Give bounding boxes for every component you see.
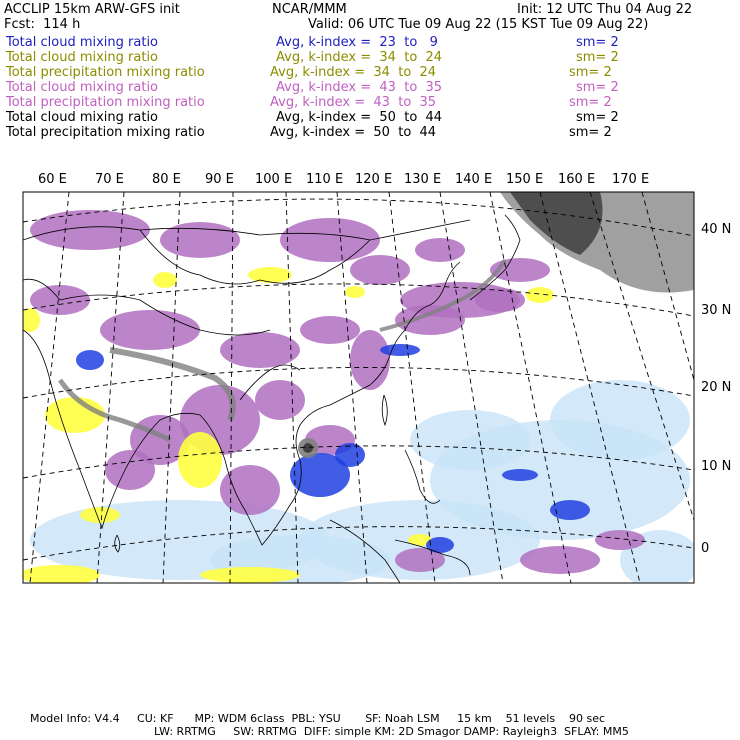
legend-row-sm: sm= 2	[569, 95, 612, 110]
legend-row-name: Total cloud mixing ratio	[6, 50, 159, 65]
legend-row-avg: Avg, k-index = 23 to 9	[276, 35, 438, 50]
legend-row-name: Total cloud mixing ratio	[6, 35, 159, 50]
legend-row-name: Total cloud mixing ratio	[6, 80, 159, 95]
cloud-region-purple	[160, 222, 240, 258]
precip-region-blue	[76, 350, 104, 370]
longitude-label: 70 E	[95, 172, 124, 187]
legend-row-name: Total precipitation mixing ratio	[6, 95, 205, 110]
cloud-region-yellow	[153, 272, 177, 288]
longitude-label: 140 E	[455, 172, 493, 187]
longitude-label: 170 E	[612, 172, 650, 187]
legend-row-sm: sm= 2	[576, 35, 619, 50]
latitude-label: 0	[701, 541, 710, 556]
cloud-region-yellow	[248, 267, 292, 283]
cloud-region-purple	[30, 210, 150, 250]
longitude-label: 80 E	[152, 172, 181, 187]
cloud-region-purple	[415, 238, 465, 262]
latitude-label: 20 N	[701, 380, 732, 395]
precip-region-blue	[380, 344, 420, 356]
legend-row-sm: sm= 2	[576, 50, 619, 65]
latitude-label: 10 N	[701, 459, 732, 474]
light-cloud-region	[410, 410, 530, 470]
cloud-region-purple	[350, 255, 410, 285]
precip-region-blue	[502, 469, 538, 481]
longitude-label: 120 E	[355, 172, 393, 187]
cloud-region-yellow	[200, 567, 300, 583]
longitude-label: 130 E	[404, 172, 442, 187]
model-info-line-1: Model Info: V4.4 CU: KF MP: WDM 6class PBL: YSU SF: Noah LSM 15 km 51 levels 90 sec	[30, 712, 606, 725]
cloud-region-yellow	[80, 507, 120, 523]
legend-row-name: Total cloud mixing ratio	[6, 110, 159, 125]
cloud-region-yellow	[45, 397, 105, 433]
cloud-region-yellow	[345, 286, 365, 298]
legend-row-avg: Avg, k-index = 34 to 24	[270, 65, 437, 80]
cloud-region-purple	[595, 530, 645, 550]
cloud-region-purple	[350, 330, 390, 390]
legend-row-avg: Avg, k-index = 43 to 35	[270, 95, 437, 110]
legend-row-sm: sm= 2	[569, 65, 612, 80]
longitude-label: 90 E	[205, 172, 234, 187]
legend-row-name: Total precipitation mixing ratio	[6, 125, 205, 140]
init-time: Init: 12 UTC Thu 04 Aug 22	[517, 2, 693, 17]
legend-row-sm: sm= 2	[576, 80, 619, 95]
legend-row-avg: Avg, k-index = 34 to 24	[276, 50, 443, 65]
legend-row-name: Total precipitation mixing ratio	[6, 65, 205, 80]
model-title: ACCLIP 15km ARW-GFS init	[4, 2, 180, 17]
longitude-label: 160 E	[558, 172, 596, 187]
model-info-line-2: LW: RRTMG SW: RRTMG DIFF: simple KM: 2D Smagor DAMP: Rayleigh3 SFLAY: MM5	[154, 725, 629, 738]
cloud-region-yellow	[178, 432, 222, 488]
cloud-region-yellow	[526, 287, 554, 303]
legend-row-avg: Avg, k-index = 50 to 44	[276, 110, 443, 125]
cloud-region-purple	[280, 218, 380, 262]
legend-row-sm: sm= 2	[576, 110, 619, 125]
longitude-label: 60 E	[38, 172, 67, 187]
typhoon-eye	[303, 443, 313, 453]
cloud-region-purple	[105, 450, 155, 490]
cloud-region-purple	[255, 380, 305, 420]
legend-row-avg: Avg, k-index = 50 to 44	[270, 125, 437, 140]
valid-time: Valid: 06 UTC Tue 09 Aug 22 (15 KST Tue 09 Aug 22)	[308, 17, 649, 32]
cloud-region-purple	[520, 546, 600, 574]
legend-row-sm: sm= 2	[569, 125, 612, 140]
longitude-label: 110 E	[306, 172, 344, 187]
cloud-region-purple	[100, 310, 200, 350]
legend-row-avg: Avg, k-index = 43 to 35	[276, 80, 443, 95]
forecast-hour: Fcst: 114 h	[4, 17, 81, 32]
longitude-label: 150 E	[506, 172, 544, 187]
cloud-region-purple	[220, 465, 280, 515]
institution-label: NCAR/MMM	[272, 2, 347, 17]
cloud-region-yellow	[20, 565, 100, 585]
cloud-region-purple	[300, 316, 360, 344]
latitude-label: 40 N	[701, 222, 732, 237]
latitude-label: 30 N	[701, 303, 732, 318]
longitude-label: 100 E	[255, 172, 293, 187]
